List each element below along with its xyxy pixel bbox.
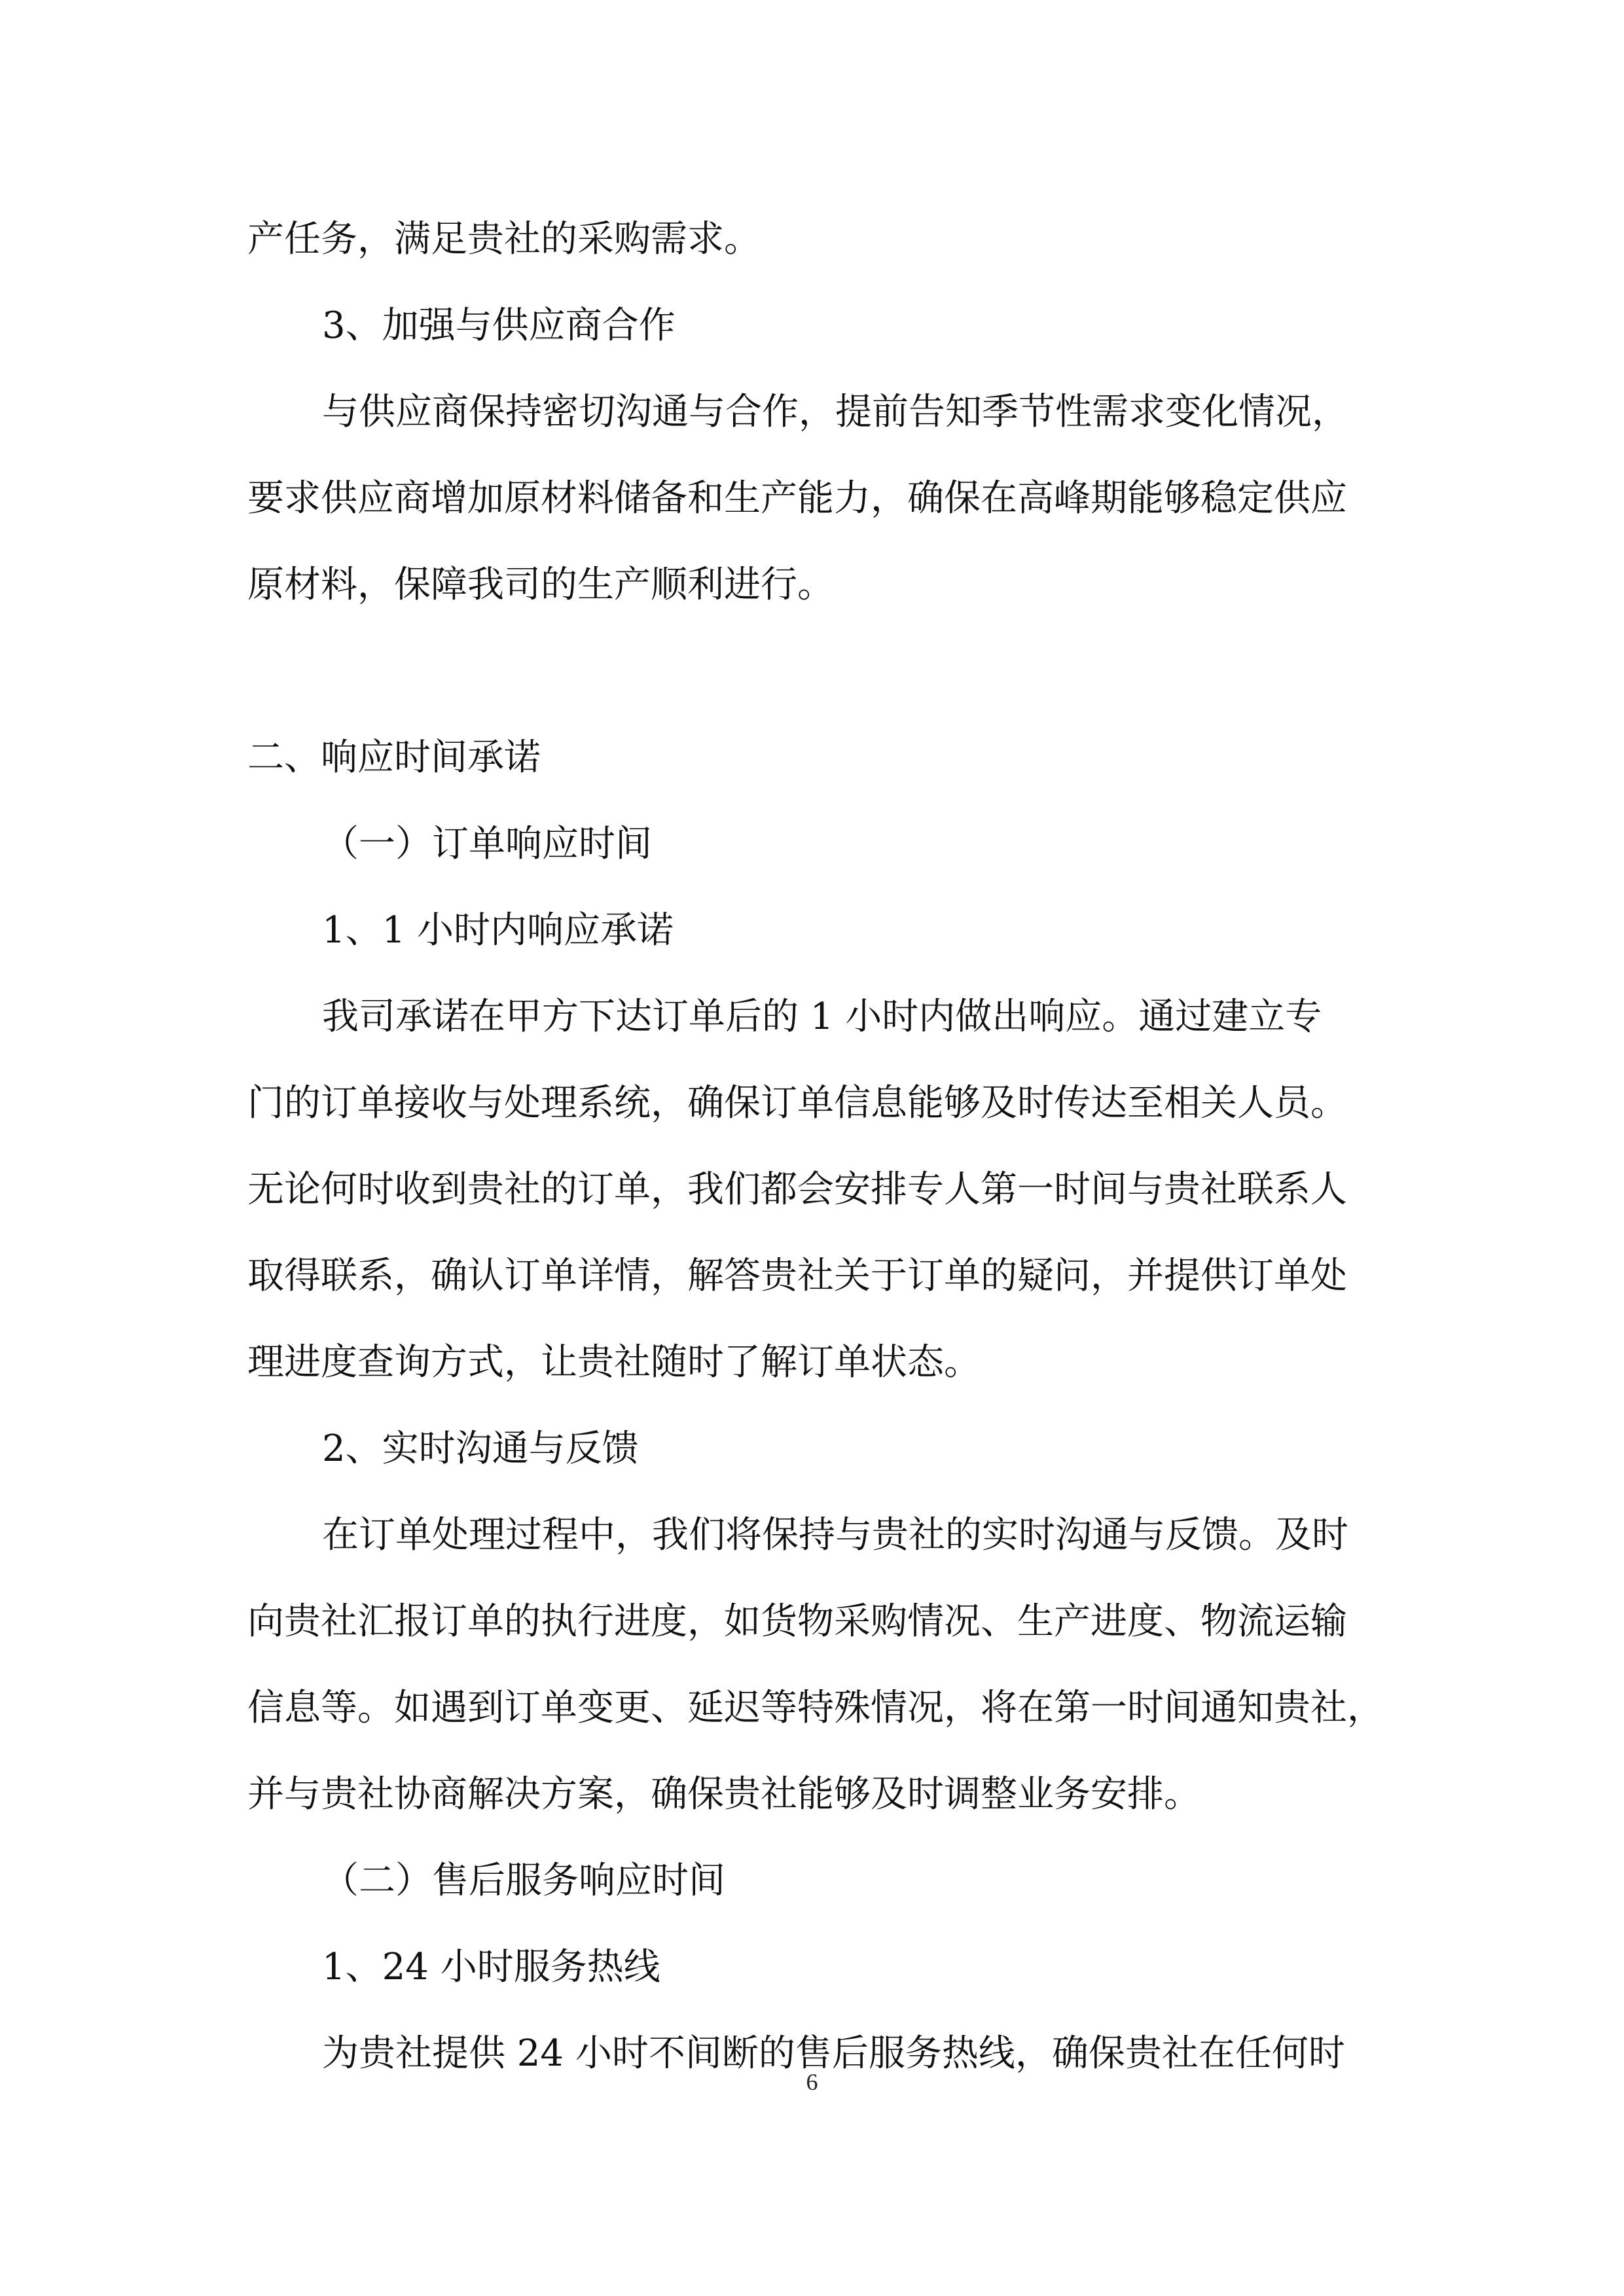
paragraph-line: 要求供应商增加原材料储备和生产能力，确保在高峰期能够稳定供应 [247,477,1347,520]
paragraph-spacer [247,628,1377,715]
paragraph-line: 无论何时收到贵社的订单，我们都会安排专人第一时间与贵社联系人 [247,1168,1347,1211]
paragraph-line: 在订单处理过程中，我们将保持与贵社的实时沟通与反馈。及时 [322,1514,1348,1556]
paragraph-line: 门的订单接收与处理系统，确保订单信息能够及时传达至相关人员。 [247,1082,1347,1124]
document-body [247,196,1384,2097]
item-heading: 1、24 小时服务热线 [322,1946,660,1988]
subsection-heading: （一）订单响应时间 [322,823,652,865]
paragraph-line: 与供应商保持密切沟通与合作，提前告知季节性需求变化情况， [322,391,1348,433]
item-heading: 2、实时沟通与反馈 [322,1427,639,1470]
paragraph-line: 产任务，满足贵社的采购需求。 [247,218,761,260]
paragraph-line: 原材料，保障我司的生产顺利进行。 [247,564,834,606]
subsection-heading: 3、加强与供应商合作 [322,304,676,347]
paragraph-line: 信息等。如遇到订单变更、延迟等特殊情况，将在第一时间通知贵社， [247,1687,1384,1729]
paragraph-line: 为贵社提供 24 小时不间断的售后服务热线，确保贵社在任何时 [322,2032,1345,2075]
section-heading: 二、响应时间承诺 [247,736,541,779]
paragraph-line: 并与贵社协商解决方案，确保贵社能够及时调整业务安排。 [247,1773,1200,1816]
paragraph-line: 我司承诺在甲方下达订单后的 1 小时内做出响应。通过建立专 [322,996,1322,1038]
item-heading: 1、1 小时内响应承诺 [322,909,674,952]
paragraph-line: 向贵社汇报订单的执行进度，如货物采购情况、生产进度、物流运输 [247,1600,1347,1643]
paragraph-line: 理进度查询方式，让贵社随时了解订单状态。 [247,1341,981,1384]
subsection-heading: （二）售后服务响应时间 [322,1859,725,1902]
page-number: 6 [806,2069,818,2095]
paragraph-line: 取得联系，确认订单详情，解答贵社关于订单的疑问，并提供订单处 [247,1255,1347,1297]
